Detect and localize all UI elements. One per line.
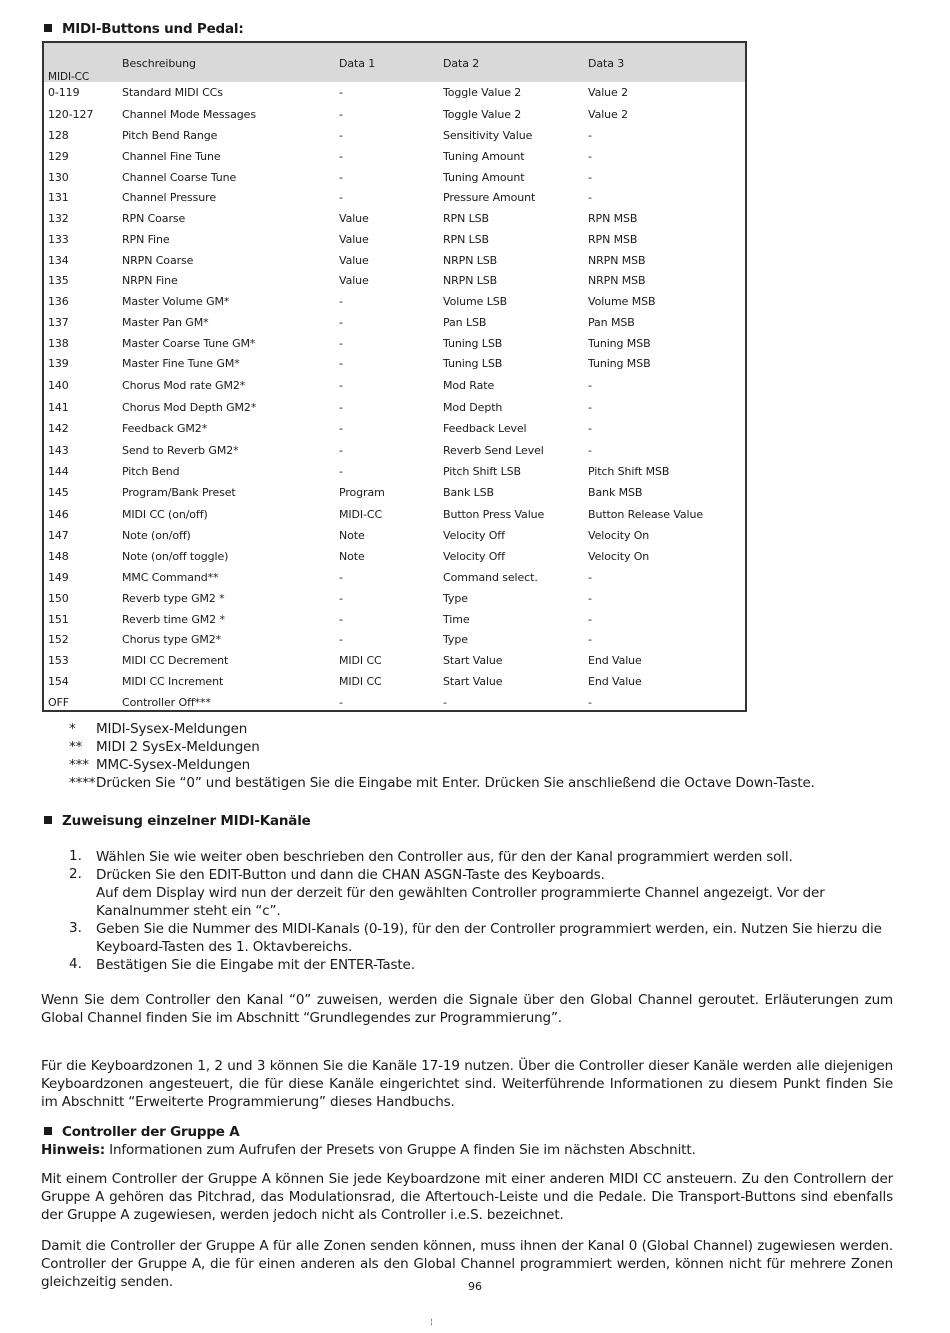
cell-midi-cc: 131 — [48, 191, 69, 204]
cell-data-3: RPN MSB — [588, 212, 638, 225]
cell-data-1: - — [339, 633, 343, 646]
section-title: Zuweisung einzelner MIDI-Kanäle — [62, 813, 311, 829]
section-title: Controller der Gruppe A — [62, 1124, 240, 1140]
hint-text: Informationen zum Aufrufen der Presets von Gruppe A finden Sie im nächsten Abschnitt. — [105, 1142, 696, 1158]
cell-description: Feedback GM2* — [122, 422, 208, 435]
header-data-2: Data 2 — [443, 57, 480, 70]
cell-description: Channel Fine Tune — [122, 150, 221, 163]
footnote-text: MIDI 2 SysEx-Meldungen — [96, 739, 260, 755]
footnote-text: MIDI-Sysex-Meldungen — [96, 721, 248, 737]
cell-description: Note (on/off) — [122, 529, 191, 542]
cell-data-3: - — [588, 633, 592, 646]
cell-data-1: - — [339, 613, 343, 626]
cell-description: Send to Reverb GM2* — [122, 444, 239, 457]
square-bullet-icon — [44, 1127, 52, 1135]
cell-data-1: - — [339, 191, 343, 204]
cell-data-1: MIDI CC — [339, 654, 382, 667]
cell-data-2: Toggle Value 2 — [443, 108, 522, 121]
paragraph-global-channel: Wenn Sie dem Controller den Kanal “0” zuweisen, werden die Signale über den Global Channel geroutet. Erläuterungen zum Global Channel finden Sie im Abschnitt “Grundlegendes zur Programmierung”. — [41, 992, 893, 1026]
cell-midi-cc: 129 — [48, 150, 69, 163]
cell-midi-cc: 140 — [48, 379, 69, 392]
cell-data-3: Button Release Value — [588, 508, 704, 521]
cell-data-1: - — [339, 592, 343, 605]
cell-midi-cc: 143 — [48, 444, 69, 457]
cell-data-3: - — [588, 592, 592, 605]
cell-data-1: MIDI-CC — [339, 508, 383, 521]
cell-data-1: - — [339, 571, 343, 584]
section-heading-midi-buttons — [44, 21, 244, 37]
cell-data-1: Value — [339, 274, 369, 287]
cell-data-1: - — [339, 337, 343, 350]
cell-data-3: Value 2 — [588, 108, 629, 121]
cell-data-2: Feedback Level — [443, 422, 527, 435]
cell-data-2: - — [443, 696, 447, 709]
cell-data-1: - — [339, 696, 343, 709]
cell-midi-cc: 150 — [48, 592, 69, 605]
header-description: Beschreibung — [122, 57, 196, 70]
cell-description: NRPN Coarse — [122, 254, 194, 267]
cell-data-3: RPN MSB — [588, 233, 638, 246]
cell-description: Master Volume GM* — [122, 295, 230, 308]
cell-data-1: - — [339, 401, 343, 414]
cell-data-2: Start Value — [443, 675, 503, 688]
cell-data-1: - — [339, 129, 343, 142]
cell-data-2: RPN LSB — [443, 233, 489, 246]
cell-data-3: NRPN MSB — [588, 274, 646, 287]
cell-description: Chorus Mod Depth GM2* — [122, 401, 257, 414]
footnote-mark: **** — [69, 775, 96, 791]
cell-data-2: Bank LSB — [443, 486, 494, 499]
cell-data-3: - — [588, 444, 592, 457]
cell-description: Channel Pressure — [122, 191, 217, 204]
cell-data-2: Pitch Shift LSB — [443, 465, 521, 478]
footnote-text: MMC-Sysex-Meldungen — [96, 757, 251, 773]
section-heading-group-a — [44, 1124, 240, 1140]
footnote — [69, 757, 250, 773]
cell-data-2: Command select. — [443, 571, 538, 584]
cell-midi-cc: 152 — [48, 633, 69, 646]
cell-data-3: Pan MSB — [588, 316, 635, 329]
cell-data-3: - — [588, 129, 592, 142]
cell-data-3: Velocity On — [588, 550, 650, 563]
step-note: Auf dem Display wird nun der derzeit für den gewählten Controller programmierte Channel angezeigt. Vor der Kanalnummer steht ein “c”. — [96, 885, 825, 919]
cell-data-3: - — [588, 171, 592, 184]
step-number: 1. — [69, 848, 82, 864]
paragraph-group-a-controllers: Mit einem Controller der Gruppe A können Sie jede Keyboardzone mit einer anderen MIDI CC ansteuern. Zu den Controllern der Gruppe A gehören das Pitchrad, das Modulationsrad, die Aftertouch-Leiste und die Pedale. Die Transport-Buttons sind ebenfalls der Gruppe A zugewiesen, werden jedoch nicht als Controller i.e.S. bezeichnet. — [41, 1171, 893, 1223]
square-bullet-icon — [44, 816, 52, 824]
cell-data-2: Reverb Send Level — [443, 444, 544, 457]
cell-data-3: Bank MSB — [588, 486, 643, 499]
cell-midi-cc: 0-119 — [48, 86, 80, 99]
header-midi-cc: MIDI-CC — [48, 71, 90, 83]
cell-data-1: - — [339, 444, 343, 457]
cell-description: Reverb time GM2 * — [122, 613, 225, 626]
cell-data-3: - — [588, 150, 592, 163]
cell-data-2: Volume LSB — [443, 295, 508, 308]
cell-data-2: Pan LSB — [443, 316, 487, 329]
cell-data-1: Value — [339, 233, 369, 246]
cell-data-2: Pressure Amount — [443, 191, 536, 204]
cell-data-2: RPN LSB — [443, 212, 489, 225]
cell-midi-cc: 134 — [48, 254, 69, 267]
cell-midi-cc: 141 — [48, 401, 69, 414]
step-text: Drücken Sie den EDIT-Button und dann die CHAN ASGN-Taste des Keyboards. — [96, 867, 605, 883]
table-header — [44, 43, 745, 82]
cell-data-3: Tuning MSB — [588, 357, 651, 370]
cell-data-1: - — [339, 150, 343, 163]
cell-description: MIDI CC Increment — [122, 675, 224, 688]
bottom-mark: ¦ — [430, 1317, 433, 1326]
header-data-3: Data 3 — [588, 57, 625, 70]
cell-data-1: - — [339, 465, 343, 478]
cell-description: Channel Mode Messages — [122, 108, 256, 121]
cell-midi-cc: 145 — [48, 486, 69, 499]
cell-midi-cc: 149 — [48, 571, 69, 584]
cell-description: Pitch Bend — [122, 465, 180, 478]
cell-data-1: Note — [339, 550, 365, 563]
step-text: Bestätigen Sie die Eingabe mit der ENTER-Taste. — [96, 957, 415, 973]
cell-midi-cc: 153 — [48, 654, 69, 667]
cell-description: MIDI CC (on/off) — [122, 508, 208, 521]
step-number: 3. — [69, 920, 82, 936]
cell-data-2: Sensitivity Value — [443, 129, 533, 142]
cell-data-1: - — [339, 422, 343, 435]
cell-data-1: - — [339, 108, 343, 121]
footnote — [69, 775, 815, 791]
cell-data-1: Note — [339, 529, 365, 542]
cell-description: Channel Coarse Tune — [122, 171, 237, 184]
cell-data-1: - — [339, 316, 343, 329]
cell-data-2: Tuning LSB — [443, 357, 503, 370]
cell-data-3: - — [588, 696, 592, 709]
footnote-mark: ** — [69, 739, 83, 755]
section-heading-channel-assign — [44, 813, 311, 829]
cell-description: Standard MIDI CCs — [122, 86, 223, 99]
cell-midi-cc: 138 — [48, 337, 69, 350]
cell-data-3: Volume MSB — [588, 295, 656, 308]
cell-midi-cc: 128 — [48, 129, 69, 142]
cell-midi-cc: 142 — [48, 422, 69, 435]
cell-data-1: Value — [339, 212, 369, 225]
cell-description: Reverb type GM2 * — [122, 592, 225, 605]
step-text: Geben Sie die Nummer des MIDI-Kanals (0-19), für den der Controller programmiert werden, ein. Nutzen Sie hierzu die Keyboard-Tasten des 1. Oktavbereichs. — [96, 921, 882, 955]
paragraph-keyboard-zones: Für die Keyboardzonen 1, 2 und 3 können Sie die Kanäle 17-19 nutzen. Über die Controller dieser Kanäle werden alle diejenigen Keyboardzonen angesteuert, die für diese Kanäle eingerichtet sind. Weiterführende Informationen zu diesem Punkt finden Sie im Abschnitt “Erweiterte Programmierung” dieses Handbuchs. — [41, 1058, 893, 1110]
cell-data-1: - — [339, 171, 343, 184]
cell-midi-cc: 154 — [48, 675, 69, 688]
cell-midi-cc: 146 — [48, 508, 69, 521]
cell-data-2: Mod Rate — [443, 379, 495, 392]
cell-midi-cc: 151 — [48, 613, 69, 626]
cell-data-2: NRPN LSB — [443, 254, 498, 267]
cell-midi-cc: 139 — [48, 357, 69, 370]
cell-data-1: Program — [339, 486, 385, 499]
cell-description: Chorus type GM2* — [122, 633, 222, 646]
cell-midi-cc: 148 — [48, 550, 69, 563]
cell-data-3: - — [588, 401, 592, 414]
cell-description: RPN Fine — [122, 233, 170, 246]
cell-data-1: - — [339, 379, 343, 392]
cell-data-3: Value 2 — [588, 86, 629, 99]
cell-data-2: Velocity Off — [443, 529, 505, 542]
cell-data-3: - — [588, 571, 592, 584]
cell-midi-cc: OFF — [48, 696, 70, 709]
step-number: 2. — [69, 866, 82, 882]
footnote-text: Drücken Sie “0” und bestätigen Sie die Eingabe mit Enter. Drücken Sie anschließend die Octave Down-Taste. — [96, 775, 815, 791]
cell-description: Master Pan GM* — [122, 316, 209, 329]
cell-description: RPN Coarse — [122, 212, 186, 225]
cell-data-3: NRPN MSB — [588, 254, 646, 267]
cell-data-3: Velocity On — [588, 529, 650, 542]
cell-data-2: Toggle Value 2 — [443, 86, 522, 99]
page-number: 96 — [468, 1280, 482, 1293]
cell-midi-cc: 132 — [48, 212, 69, 225]
cell-midi-cc: 135 — [48, 274, 69, 287]
footnote — [69, 739, 260, 755]
footnote-mark: * — [69, 721, 76, 737]
cell-data-3: End Value — [588, 675, 642, 688]
cell-description: NRPN Fine — [122, 274, 178, 287]
cell-data-1: - — [339, 357, 343, 370]
footnote-mark: *** — [69, 757, 89, 773]
paragraph-group-a-global: Damit die Controller der Gruppe A für alle Zonen senden können, muss ihnen der Kanal 0 (Global Channel) zugewiesen werden. Controller der Gruppe A, die für einen anderen als den Global Channel programmiert werden, können nicht für mehrere Zonen gleichzeitig senden. — [41, 1238, 893, 1290]
cell-description: Master Fine Tune GM* — [122, 357, 240, 370]
cell-midi-cc: 136 — [48, 295, 69, 308]
midi-cc-table — [42, 41, 747, 712]
cell-data-1: - — [339, 295, 343, 308]
cell-description: Note (on/off toggle) — [122, 550, 229, 563]
step-text: Wählen Sie wie weiter oben beschrieben den Controller aus, für den der Kanal programmiert werden soll. — [96, 849, 793, 865]
step-number: 4. — [69, 956, 82, 972]
hint-paragraph — [41, 1141, 893, 1159]
cell-data-2: Mod Depth — [443, 401, 503, 414]
cell-data-3: End Value — [588, 654, 642, 667]
header-data-1: Data 1 — [339, 57, 376, 70]
cell-midi-cc: 147 — [48, 529, 69, 542]
cell-data-2: Tuning Amount — [443, 150, 525, 163]
hint-label: Hinweis: — [41, 1142, 106, 1158]
cell-data-1: MIDI CC — [339, 675, 382, 688]
cell-data-3: - — [588, 191, 592, 204]
cell-description: Program/Bank Preset — [122, 486, 236, 499]
cell-description: Chorus Mod rate GM2* — [122, 379, 246, 392]
cell-data-3: Pitch Shift MSB — [588, 465, 670, 478]
cell-data-3: - — [588, 613, 592, 626]
square-bullet-icon — [44, 24, 52, 32]
cell-description: MMC Command** — [122, 571, 219, 584]
cell-midi-cc: 137 — [48, 316, 69, 329]
footnote — [69, 721, 247, 737]
cell-description: MIDI CC Decrement — [122, 654, 229, 667]
cell-data-2: Tuning Amount — [443, 171, 525, 184]
cell-data-2: Velocity Off — [443, 550, 505, 563]
cell-data-2: Start Value — [443, 654, 503, 667]
cell-midi-cc: 144 — [48, 465, 69, 478]
cell-data-3: - — [588, 422, 592, 435]
cell-data-2: Button Press Value — [443, 508, 545, 521]
cell-data-3: - — [588, 379, 592, 392]
cell-data-2: Time — [443, 613, 470, 626]
cell-data-1: Value — [339, 254, 369, 267]
cell-data-2: NRPN LSB — [443, 274, 498, 287]
cell-description: Controller Off*** — [122, 696, 211, 709]
cell-data-2: Tuning LSB — [443, 337, 503, 350]
cell-midi-cc: 130 — [48, 171, 69, 184]
cell-data-2: Type — [443, 592, 468, 605]
section-title: MIDI-Buttons und Pedal: — [62, 21, 244, 37]
cell-description: Master Coarse Tune GM* — [122, 337, 256, 350]
cell-data-2: Type — [443, 633, 468, 646]
cell-data-1: - — [339, 86, 343, 99]
cell-midi-cc: 133 — [48, 233, 69, 246]
cell-midi-cc: 120-127 — [48, 108, 94, 121]
cell-data-3: Tuning MSB — [588, 337, 651, 350]
cell-description: Pitch Bend Range — [122, 129, 218, 142]
